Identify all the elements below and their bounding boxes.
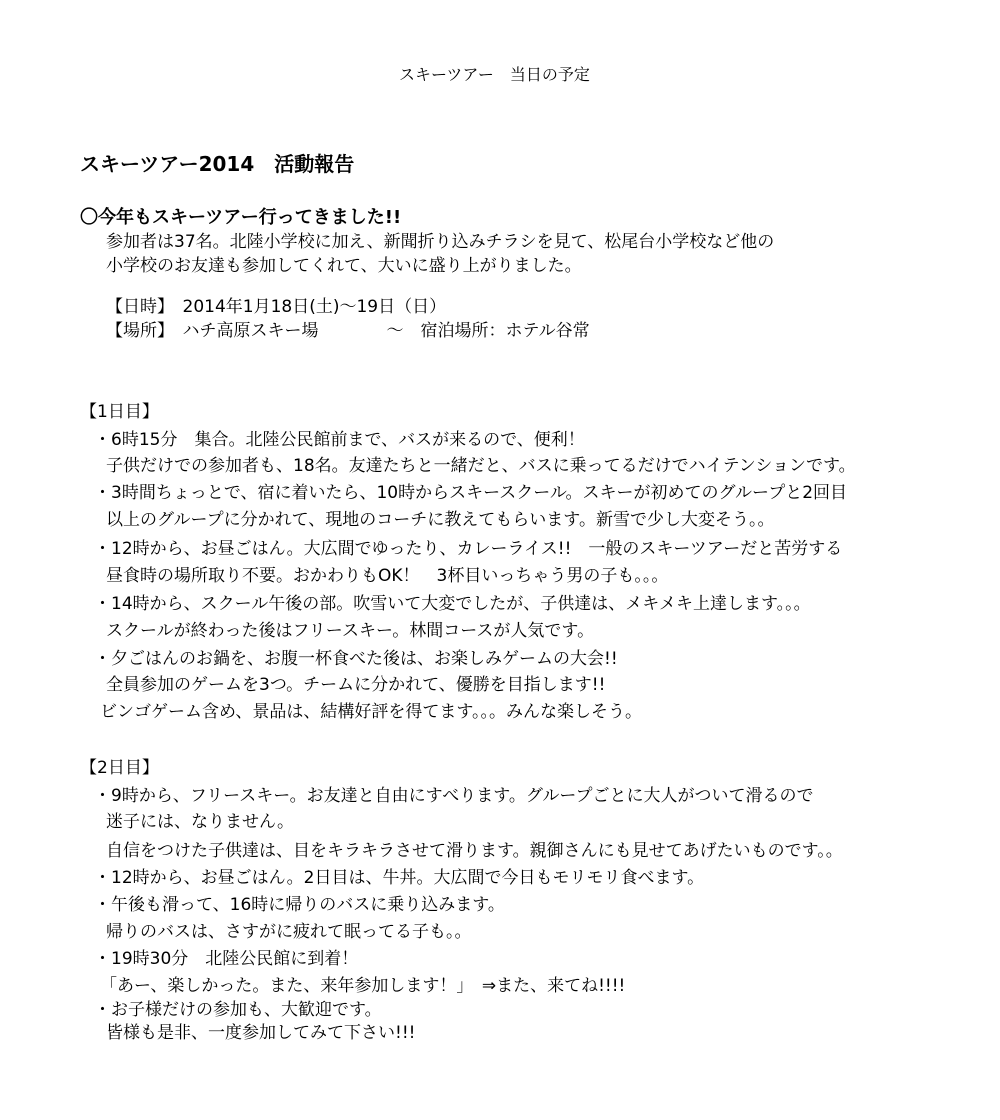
report-title: スキーツアー2014 活動報告 [80,152,355,176]
day1-line: ・6時15分 集合。北陸公民館前まで、バスが来るので、便利！ [94,430,585,450]
day2-line: ・9時から、フリースキー。お友達と自由にすべります。グループごとに大人がついて滑るので [94,786,814,806]
day1-line: ・3時間ちょっとで、宿に着いたら、10時からスキースクール。スキーが初めてのグループと2回目 [94,483,848,503]
day1-line: 以上のグループに分かれて、現地のコーチに教えてもらいます。新雪で少し大変そう。。 [106,510,775,530]
intro-heading: 〇今年もスキーツアー行ってきました!! [80,207,402,228]
day2-line: 自信をつけた子供達は、目をキラキラさせて滑ります。親御さんにも見せてあげたいものです。。 [106,841,843,861]
day1-line: 子供だけでの参加者も、18名。友達たちと一緒だと、バスに乗ってるだけでハイテンションです。 [106,456,856,476]
page-title: スキーツアー 当日の予定 [399,65,590,84]
day1-line: ・14時から、スクール午後の部。吹雪いて大変でしたが、子供達は、メキメキ上達します。。。 [94,594,811,614]
place-line: 【場所】 ハチ高原スキー場 ～ 宿泊場所：ホテル谷常 [106,321,590,341]
day2-line: ・12時から、お昼ごはん。2日目は、牛丼。大広間で今日もモリモリ食べます。 [94,868,705,888]
intro-line: 参加者は37名。北陸小学校に加え、新聞折り込みチラシを見て、松尾台小学校など他の [106,232,775,252]
day1-line: 全員参加のゲームを3つ。チームに分かれて、優勝を目指します!! [106,675,606,695]
day2-line: 迷子には、なりません。 [106,812,295,832]
day2-line: ・午後も滑って、16時に帰りのバスに乗り込みます。 [94,895,505,915]
day2-line: ・お子様だけの参加も、大歓迎です。 [94,1000,382,1020]
date-line: 【日時】 2014年1月18日(土)～19日（日） [106,297,447,317]
day1-line: ・夕ごはんのお鍋を、お腹一杯食べた後は、お楽しみゲームの大会!! [94,649,618,669]
day2-line: ・19時30分 北陸公民館に到着！ [94,949,359,969]
day1-heading: 【1日目】 [80,402,159,422]
day1-line: 昼食時の場所取り不要。おかわりもOK！ 3杯目いっちゃう男の子も。。。 [106,566,669,586]
day2-line: 帰りのバスは、さすがに疲れて眠ってる子も。。 [106,922,472,942]
day2-line: 皆様も是非、一度参加してみて下さい!!! [106,1023,416,1043]
day1-line: ビンゴゲーム含め、景品は、結構好評を得てます。。。みんな楽しそう。 [100,702,642,722]
day2-heading: 【2日目】 [80,758,159,778]
day1-line: スクールが終わった後はフリースキー。林間コースが人気です。 [106,621,595,641]
intro-line: 小学校のお友達も参加してくれて、大いに盛り上がりました。 [106,256,582,276]
day2-line: 「あー、楽しかった。また、来年参加します！」 ⇒また、来てね!!!! [100,976,626,996]
day1-line: ・12時から、お昼ごはん。大広間でゆったり、カレーライス!! 一般のスキーツアーだと苦労する [94,539,843,559]
